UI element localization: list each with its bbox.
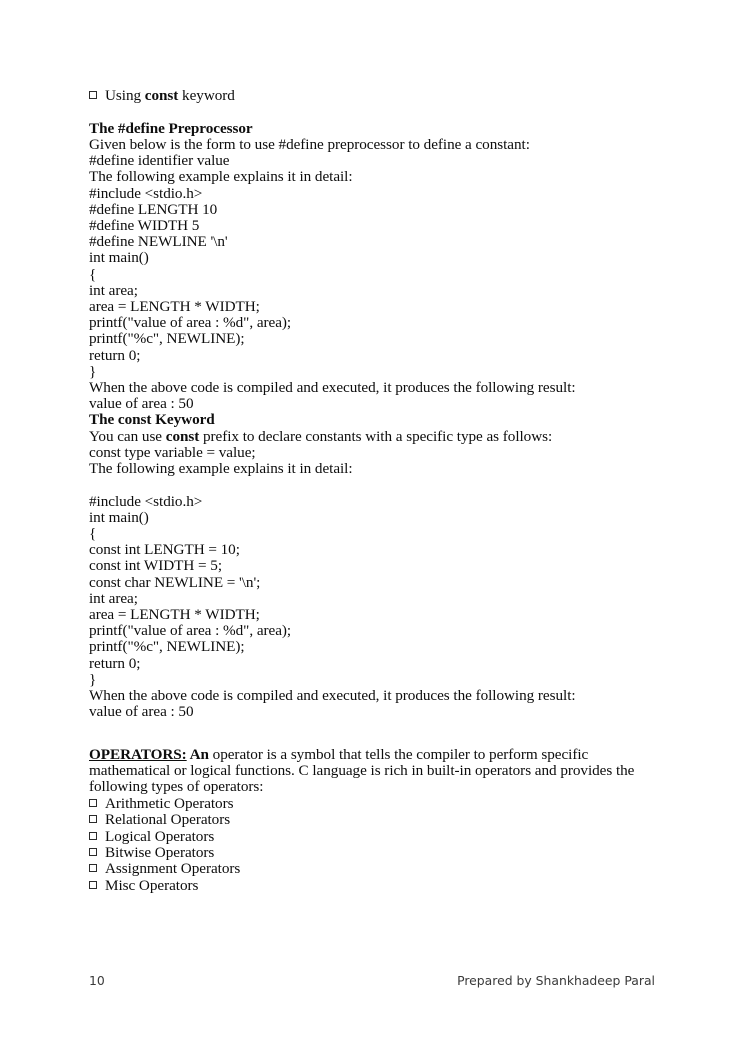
bullet-text-suffix: keyword [178, 87, 235, 104]
list-item-label: Misc Operators [105, 876, 199, 894]
list-item-label [105, 88, 235, 104]
define-code-line-8: printf("value of area : %d", area); [89, 314, 292, 332]
list-item-bitwise-operators [89, 845, 659, 861]
list-item-label: Bitwise Operators [105, 843, 215, 861]
define-code-line-11: } [89, 362, 97, 380]
define-code-line-6: int area; [89, 281, 138, 299]
const-code-line-10: return 0; [89, 654, 141, 672]
const-line-1: The following example explains it in detail: [89, 460, 353, 478]
const-result-value: value of area : 50 [89, 703, 194, 721]
list-item-label: Assignment Operators [105, 860, 241, 878]
spacer [89, 477, 659, 493]
square-bullet-icon [89, 848, 97, 856]
define-code-line-5: { [89, 265, 97, 283]
define-code-line-10: return 0; [89, 346, 141, 364]
list-item-relational-operators [89, 812, 659, 828]
square-bullet-icon [89, 881, 97, 889]
define-code-line-3: #define NEWLINE '\n' [89, 233, 228, 251]
const-code-line-0: #include <stdio.h> [89, 492, 203, 510]
define-code-line-9: printf("%c", NEWLINE); [89, 330, 245, 348]
square-bullet-icon [89, 864, 97, 872]
page-content [89, 88, 659, 894]
define-code-line-2: #define WIDTH 5 [89, 217, 200, 235]
square-bullet-icon [89, 815, 97, 823]
define-result-text: When the above code is compiled and executed, it produces the following result: [89, 379, 576, 397]
const-code-line-6: int area; [89, 589, 138, 607]
spacer [89, 721, 659, 747]
list-item-label: Relational Operators [105, 811, 231, 829]
heading-const-keyword: The const Keyword [89, 411, 215, 429]
define-code-line-4: int main() [89, 249, 149, 267]
list-item-assignment-operators [89, 861, 659, 877]
list-item-arithmetic-operators [89, 796, 659, 812]
prepared-by-label: Prepared by Shankhadeep Paral [457, 973, 655, 988]
operators-body: operator is a symbol that tells the compiler to perform specific mathematical or logical functions. C language is rich in built-in operators and provides the following types of operators: [89, 745, 635, 796]
page-footer [89, 973, 655, 988]
const-intro-prefix: You can use [89, 427, 166, 445]
page-number: 10 [89, 973, 105, 988]
define-line-1: #define identifier value [89, 152, 230, 170]
bullet-text-keyword: const [144, 87, 179, 104]
const-result-text: When the above code is compiled and executed, it produces the following result: [89, 687, 576, 705]
square-bullet-icon [89, 799, 97, 807]
operators-lead-bold: An [186, 745, 209, 763]
list-item-using-const [89, 88, 659, 104]
heading-define-preprocessor: The #define Preprocessor [89, 119, 253, 137]
const-code-line-8: printf("value of area : %d", area); [89, 622, 292, 640]
define-code-line-1: #define LENGTH 10 [89, 200, 218, 218]
const-code-line-11: } [89, 670, 97, 688]
list-item-misc-operators [89, 878, 659, 894]
square-bullet-icon [89, 832, 97, 840]
const-intro-suffix: prefix to declare constants with a specific type as follows: [199, 427, 553, 445]
const-code-line-3: const int LENGTH = 10; [89, 541, 240, 559]
list-item-label: Arithmetic Operators [105, 794, 234, 812]
define-line-0: Given below is the form to use #define preprocessor to define a constant: [89, 136, 530, 153]
operators-paragraph [89, 747, 659, 796]
const-code-line-7: area = LENGTH * WIDTH; [89, 606, 260, 624]
const-code-line-2: { [89, 525, 97, 543]
const-code-line-5: const char NEWLINE = '\n'; [89, 573, 261, 591]
const-intro-line [89, 429, 659, 445]
const-code-line-4: const int WIDTH = 5; [89, 557, 222, 575]
operators-title: OPERATORS: [89, 745, 187, 763]
list-item-logical-operators [89, 829, 659, 845]
define-code-line-7: area = LENGTH * WIDTH; [89, 298, 260, 316]
define-code-line-0: #include <stdio.h> [89, 184, 203, 202]
square-bullet-icon [89, 91, 97, 99]
list-item-label: Logical Operators [105, 827, 215, 845]
spacer [89, 104, 659, 120]
define-result-value: value of area : 50 [89, 395, 194, 413]
const-line-0: const type variable = value; [89, 444, 256, 462]
const-code-line-9: printf("%c", NEWLINE); [89, 638, 245, 656]
const-code-line-1: int main() [89, 508, 149, 526]
const-intro-keyword: const [165, 427, 200, 445]
bullet-text-prefix: Using [105, 87, 145, 104]
define-line-2: The following example explains it in detail: [89, 168, 353, 186]
